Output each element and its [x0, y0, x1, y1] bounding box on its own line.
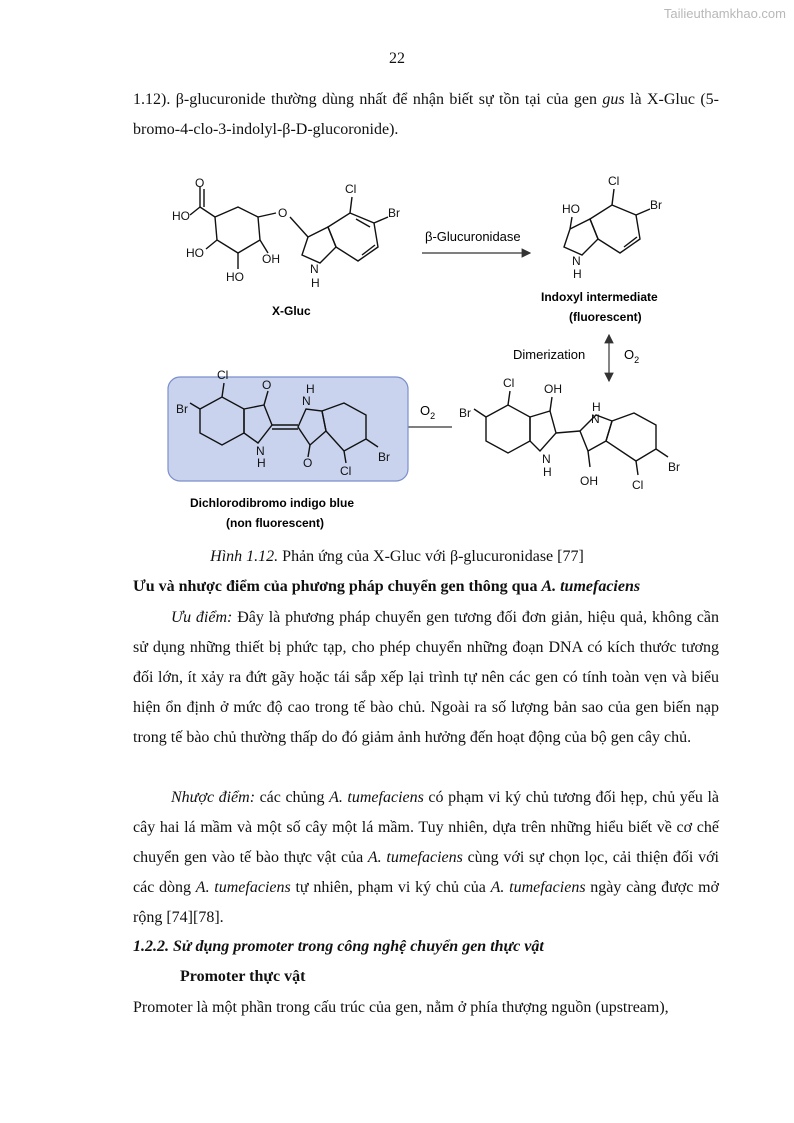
species-name: A. tumefaciens	[329, 789, 424, 806]
text-run: cùng với sự chọn lọc, cải thiện đối với các dòng	[133, 849, 719, 896]
gene-name: gus	[602, 91, 625, 108]
atom-label: H	[573, 267, 582, 281]
page-number: 22	[389, 50, 405, 67]
atom-label: Br	[378, 450, 390, 464]
atom-label: N	[572, 254, 581, 268]
reaction-figure	[0, 165, 794, 545]
caption-label: Hình 1.12.	[210, 548, 279, 565]
atom-label: Cl	[345, 182, 357, 196]
advantages-paragraph	[133, 603, 719, 753]
atom-label: H	[311, 276, 320, 290]
atom-label: H	[543, 465, 552, 479]
indoxyl-structure	[564, 189, 650, 255]
atom-label: Br	[668, 460, 680, 474]
atom-label: N	[542, 452, 551, 466]
indoxyl-sublabel: (fluorescent)	[569, 310, 642, 324]
atom-label: O	[195, 176, 205, 190]
atom-label: HO	[172, 209, 190, 223]
atom-label: HO	[562, 202, 580, 216]
subheading: Promoter thực vật	[180, 968, 306, 985]
atom-label: OH	[262, 252, 280, 266]
atom-label: H	[306, 382, 315, 396]
indoxyl-label: Indoxyl intermediate	[541, 290, 658, 304]
species-name: A. tumefaciens	[195, 879, 291, 896]
leuco-dimer-structure	[474, 391, 668, 475]
atom-label: Cl	[608, 174, 620, 188]
xgluc-label: X-Gluc	[272, 304, 311, 318]
subsection-title: 1.2.2. Sử dụng promoter trong công nghệ chuyển gen thực vật	[133, 938, 544, 955]
product-label: Dichlorodibromo indigo blue	[190, 496, 354, 510]
watermark: Tailieuthamkhao.com	[663, 6, 786, 21]
atom-label: H	[257, 456, 266, 470]
caption-text: Phản ứng của X-Gluc với β-glucuronidase [77]	[278, 548, 584, 565]
atom-label: HO	[186, 246, 204, 260]
text-run: các chủng	[255, 789, 330, 806]
atom-label: N	[310, 262, 319, 276]
atom-label: Br	[388, 206, 400, 220]
disadvantages-paragraph	[133, 783, 719, 933]
atom-label: Cl	[503, 376, 515, 390]
section-heading	[133, 578, 640, 596]
enzyme-label: β-Glucuronidase	[425, 229, 521, 244]
species-name: A. tumefaciens	[367, 849, 463, 866]
advantages-label: Ưu điểm:	[171, 609, 233, 626]
atom-label: OH	[580, 474, 598, 488]
disadvantages-label: Nhược điểm:	[171, 789, 256, 806]
advantages-text: Đây là phương pháp chuyển gen tương đối đơn giản, hiệu quả, không cần sử dụng những thiết bị phức tạp, cho phép chuyển những đoạn DNA có kích thước tương đối lớn, ít xảy ra đứt gãy hoặc tái sắp xếp lại trình tự nên các gen có tính toàn vẹn và biểu hiện ổn định ở mức độ cao trong tế bào chủ. Ngoài ra số lượng bản sao của gen biến nạp trong tế bào chủ thường thấp do đó giảm ảnh hưởng đến hoạt động của bộ gen cây chủ.	[133, 609, 720, 746]
o2-label-2: $O_2$	[420, 403, 436, 421]
species-name: A. tumefaciens	[490, 879, 586, 896]
section-heading-species: A. tumefaciens	[541, 578, 641, 595]
atom-label: HO	[226, 270, 244, 284]
intro-paragraph	[133, 85, 719, 145]
atom-label: Br	[176, 402, 188, 416]
xgluc-structure	[190, 187, 388, 269]
intro-text: 1.12). β-glucuronide thường dùng nhất để nhận biết sự tồn tại của gen	[133, 91, 603, 108]
atom-label: Cl	[340, 464, 352, 478]
text-run: tự nhiên, phạm vi ký chủ của	[290, 879, 491, 896]
atom-label: N	[256, 444, 265, 458]
atom-label: O	[262, 378, 272, 392]
intro-text-end: là X-Gluc (5-bromo-4-clo-3-indolyl-β-D-glucoronide).	[133, 91, 719, 138]
atom-label: O	[303, 456, 313, 470]
atom-label: N	[591, 412, 600, 426]
atom-label: H	[592, 400, 601, 414]
product-sublabel: (non fluorescent)	[226, 516, 324, 530]
atom-label: Cl	[217, 368, 229, 382]
o2-label: $O_2$	[624, 347, 640, 365]
atom-label: OH	[544, 382, 562, 396]
text-run: ngày càng được mở rộng [74][78].	[133, 879, 719, 926]
atom-label: N	[302, 394, 311, 408]
text-run: có phạm vi ký chủ tương đối hẹp, chủ yếu là cây hai lá mầm và một số cây một lá mầm. Tuy nhiên, dựa trên những hiểu biết về cơ chế chuyển gen vào tế bào thực vật của	[133, 789, 720, 866]
atom-label: Br	[650, 198, 662, 212]
dimerization-label: Dimerization	[513, 347, 586, 362]
figure-caption	[0, 548, 794, 566]
atom-label: O	[278, 206, 288, 220]
atom-label: Cl	[632, 478, 644, 492]
atom-label: Br	[459, 406, 471, 420]
section-heading-text: Ưu và nhược điểm của phương pháp chuyển gen thông qua	[133, 578, 542, 595]
promoter-paragraph: Promoter là một phần trong cấu trúc của gen, nằm ở phía thượng nguồn (upstream),	[133, 999, 669, 1016]
